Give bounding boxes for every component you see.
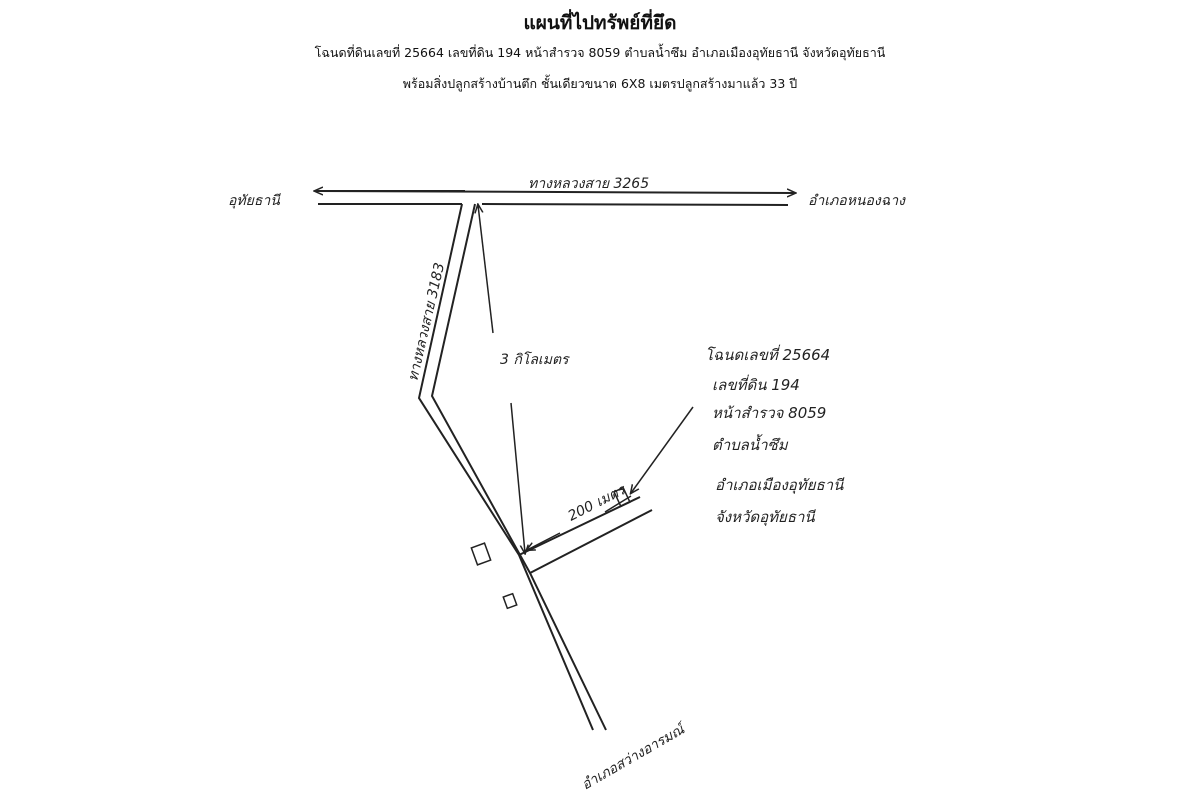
west-destination-label: อุทัยธานี — [228, 193, 280, 209]
highway-diagonal-label: ทางหลวงสาย 3183 — [405, 261, 449, 383]
highway-top-road — [315, 191, 795, 205]
deed-note-line: จังหวัดอุทัยธานี — [715, 508, 815, 526]
distance-main-label: 3 กิโลเมตร — [500, 352, 569, 368]
south-destination-label: อำเภอสว่างอารมณ์ — [579, 721, 688, 794]
deed-note-line: ตำบลน้ำซึม — [712, 436, 788, 454]
building-icon — [503, 594, 517, 609]
deed-note — [705, 344, 845, 526]
deed-note-line: เลขที่ดิน 194 — [712, 376, 800, 394]
building-info-line: พร้อมสิ่งปลูกสร้างบ้านตึก ชั้นเดียวขนาด 6X8 เมตรปลูกสร้างมาแล้ว 33 ปี — [402, 76, 798, 91]
east-destination-label: อำเภอหนองฉาง — [808, 193, 905, 209]
highway-top-label: ทางหลวงสาย 3265 — [528, 176, 650, 192]
deed-info-line: โฉนดที่ดินเลขที่ 25664 เลขที่ดิน 194 หน้าสำรวจ 8059 ตำบลน้ำซึม อำเภอเมืองอุทัยธานี จังหวัดอุทัยธานี — [314, 45, 886, 60]
building-icon — [471, 543, 490, 565]
deed-note-line: โฉนดเลขที่ 25664 — [705, 346, 831, 364]
distance-side-label: 200 เมตร — [565, 482, 628, 525]
map-title: แผนที่ไปทรัพย์ที่ยึด — [523, 12, 677, 34]
highway-diagonal-road — [419, 204, 606, 730]
deed-note-line: หน้าสำรวจ 8059 — [712, 404, 827, 422]
deed-note-line: อำเภอเมืองอุทัยธานี — [715, 476, 844, 494]
